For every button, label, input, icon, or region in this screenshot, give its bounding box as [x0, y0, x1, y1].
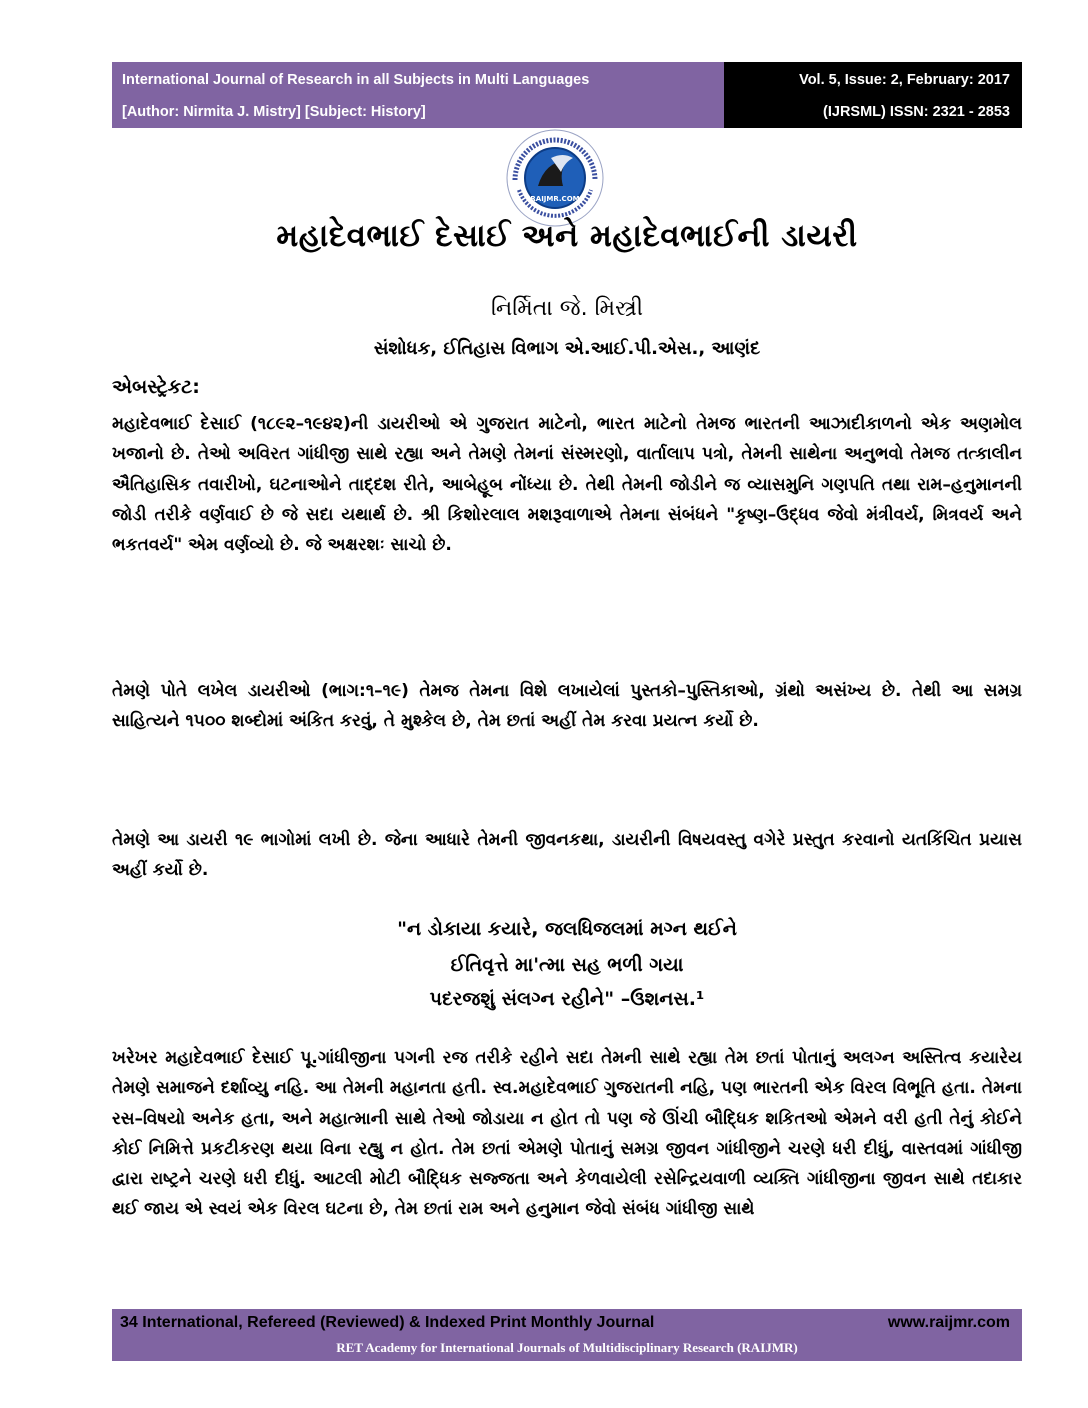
issn: (IJRSML) ISSN: 2321 - 2853	[823, 104, 1010, 120]
header-left-band	[112, 62, 724, 128]
abstract-heading: એબસ્ટ્રેકટ:	[112, 376, 200, 398]
page-footer	[112, 1309, 1022, 1361]
footer-website-link[interactable]: www.raijmr.com	[887, 1314, 1010, 1331]
quote-line-2: ઈતિવૃત્તે મા'ત્મા સહ ભળી ગયા	[450, 954, 684, 976]
logo-text: RAIJMR.COM	[530, 195, 580, 203]
volume-issue: Vol. 5, Issue: 2, February: 2017	[799, 72, 1010, 88]
abstract-paragraph-1: મહાદેવભાઈ દેસાઈ (૧૮૯૨–૧૯૪૨)ની ડાયરીઓ એ ગુજરાત માટેનો, ભારત માટેનો તેમજ ભારતની આઝાદીકાળનો એક અણમોલ ખજાનો છે. તેઓ અવિરત ગાંધીજી સાથે રહ્યા અને તેમણે તેમનાં સંસ્મરણો, વાર્તાલાપ પત્રો, તેમની સાથેના અનુભવો તેમજ તત્કાલીન ઐતિહાસિક તવારીખો, ઘટનાઓને તાદ્દશ રીતે, આબેહૂબ નોંધ્યા છે. તેથી તેમની જોડીને જ વ્યાસમુનિ ગણપતિ તથા રામ–હનુમાનની જોડી તરીકે વર્ણવાઈ છે જે સદા યથાર્થ છે. શ્રી કિશોરલાલ મશરૂવાળાએ તેમના સંબંધને "કૃષ્ણ–ઉદ્ધવ જેવો મંત્રીવર્ય, મિત્રવર્ય અને ભકતવર્ય" એમ વર્ણવ્યો છે. જે અક્ષરશઃ સાચો છે.	[112, 414, 1022, 556]
journal-header	[112, 62, 1022, 128]
header-right-band	[724, 62, 1022, 128]
footer-page-line: 34 International, Refereed (Reviewed) & Indexed Print Monthly Journal	[120, 1314, 655, 1331]
body-paragraph: ખરેખર મહાદેવભાઈ દેસાઈ પૂ.ગાંધીજીના પગની રજ તરીકે રહીને સદા તેમની સાથે રહ્યા તેમ છતાં પોતાનું અલગ્ન અસ્તિત્વ કયારેય તેમણે સમાજને દર્શાવ્યુ નહિ. આ તેમની મહાનતા હતી. સ્વ.મહાદેવભાઈ ગુજરાતની નહિ, પણ ભારતની એક વિરલ વિભૂતિ હતા. તેમના રસ–વિષયો અનેક હતા, અને મહાત્માની સાથે તેઓ જોડાયા ન હોત તો પણ જે ઊંચી બૌદ્ધિક શકિતઓ એમને વરી હતી તેનું કોઈને કોઈ નિમિત્તે પ્રકટીકરણ થયા વિના રહ્યુ ન હોત. તેમ છતાં એમણે પોતાનું સમગ્ર જીવન ગાંધીજીને ચરણે ધરી દીધું, વાસ્તવમાં ગાંધીજી દ્વારા રાષ્ટ્રને ચરણે ધરી દીધું. આટલી મોટી બૌદ્ધિક સજ્જતા અને કેળવાયેલી રસેન્દ્રિયવાળી વ્યક્તિ ગાંધીજીના જીવન સાથે તદાકાર થઈ જાય એ સ્વયં એક વિરલ ઘટના છે, તેમ છતાં રામ અને હનુમાન જેવો સંબંધ ગાંધીજી સાથે	[112, 1048, 1022, 1220]
article-title: મહાદેવભાઈ દેસાઈ અને મહાદેવભાઈની ડાયરી	[276, 218, 858, 254]
raijmr-seal-icon	[505, 128, 605, 228]
quote-line-3: પદરજશું સંલગ્ન રહીને" –ઉશનસ.¹	[429, 988, 705, 1010]
article-author: નિર્મિતા જે. મિસ્ત્રી	[490, 296, 644, 321]
footer-academy: RET Academy for International Journals of Multidisciplinary Research (RAIJMR)	[336, 1340, 798, 1355]
quote-line-1: "ન ડોકાયા કયારે, જલધિજલમાં મગ્ન થઈને	[397, 918, 737, 940]
author-subject: [Author: Nirmita J. Mistry] [Subject: History]	[122, 104, 426, 120]
abstract-paragraph-2: તેમણે પોતે લખેલ ડાયરીઓ (ભાગ:૧–૧૯) તેમજ તેમના વિશે લખાયેલાં પુસ્તકો–પુસ્તિકાઓ, ગ્રંથો અસંખ્ય છે. તેથી આ સમગ્ર સાહિત્યને ૧૫૦૦ શબ્દોમાં અંકિત કરવું, તે મુશ્કેલ છે, તેમ છતાં અહીં તેમ કરવા પ્રયત્ન કર્યો છે.	[112, 681, 1022, 732]
author-affiliation: સંશોધક, ઈતિહાસ વિભાગ એ.આઈ.પી.એસ., આણંદ	[373, 338, 761, 359]
abstract-paragraph-3: તેમણે આ ડાયરી ૧૯ ભાગોમાં લખી છે. જેના આધારે તેમની જીવનકથા, ડાયરીની વિષયવસ્તુ વગેરે પ્રસ્તુત કરવાનો યતકિંચિત પ્રયાસ અહીં કર્યો છે.	[112, 830, 1022, 881]
journal-name: International Journal of Research in all Subjects in Multi Languages	[122, 72, 590, 88]
